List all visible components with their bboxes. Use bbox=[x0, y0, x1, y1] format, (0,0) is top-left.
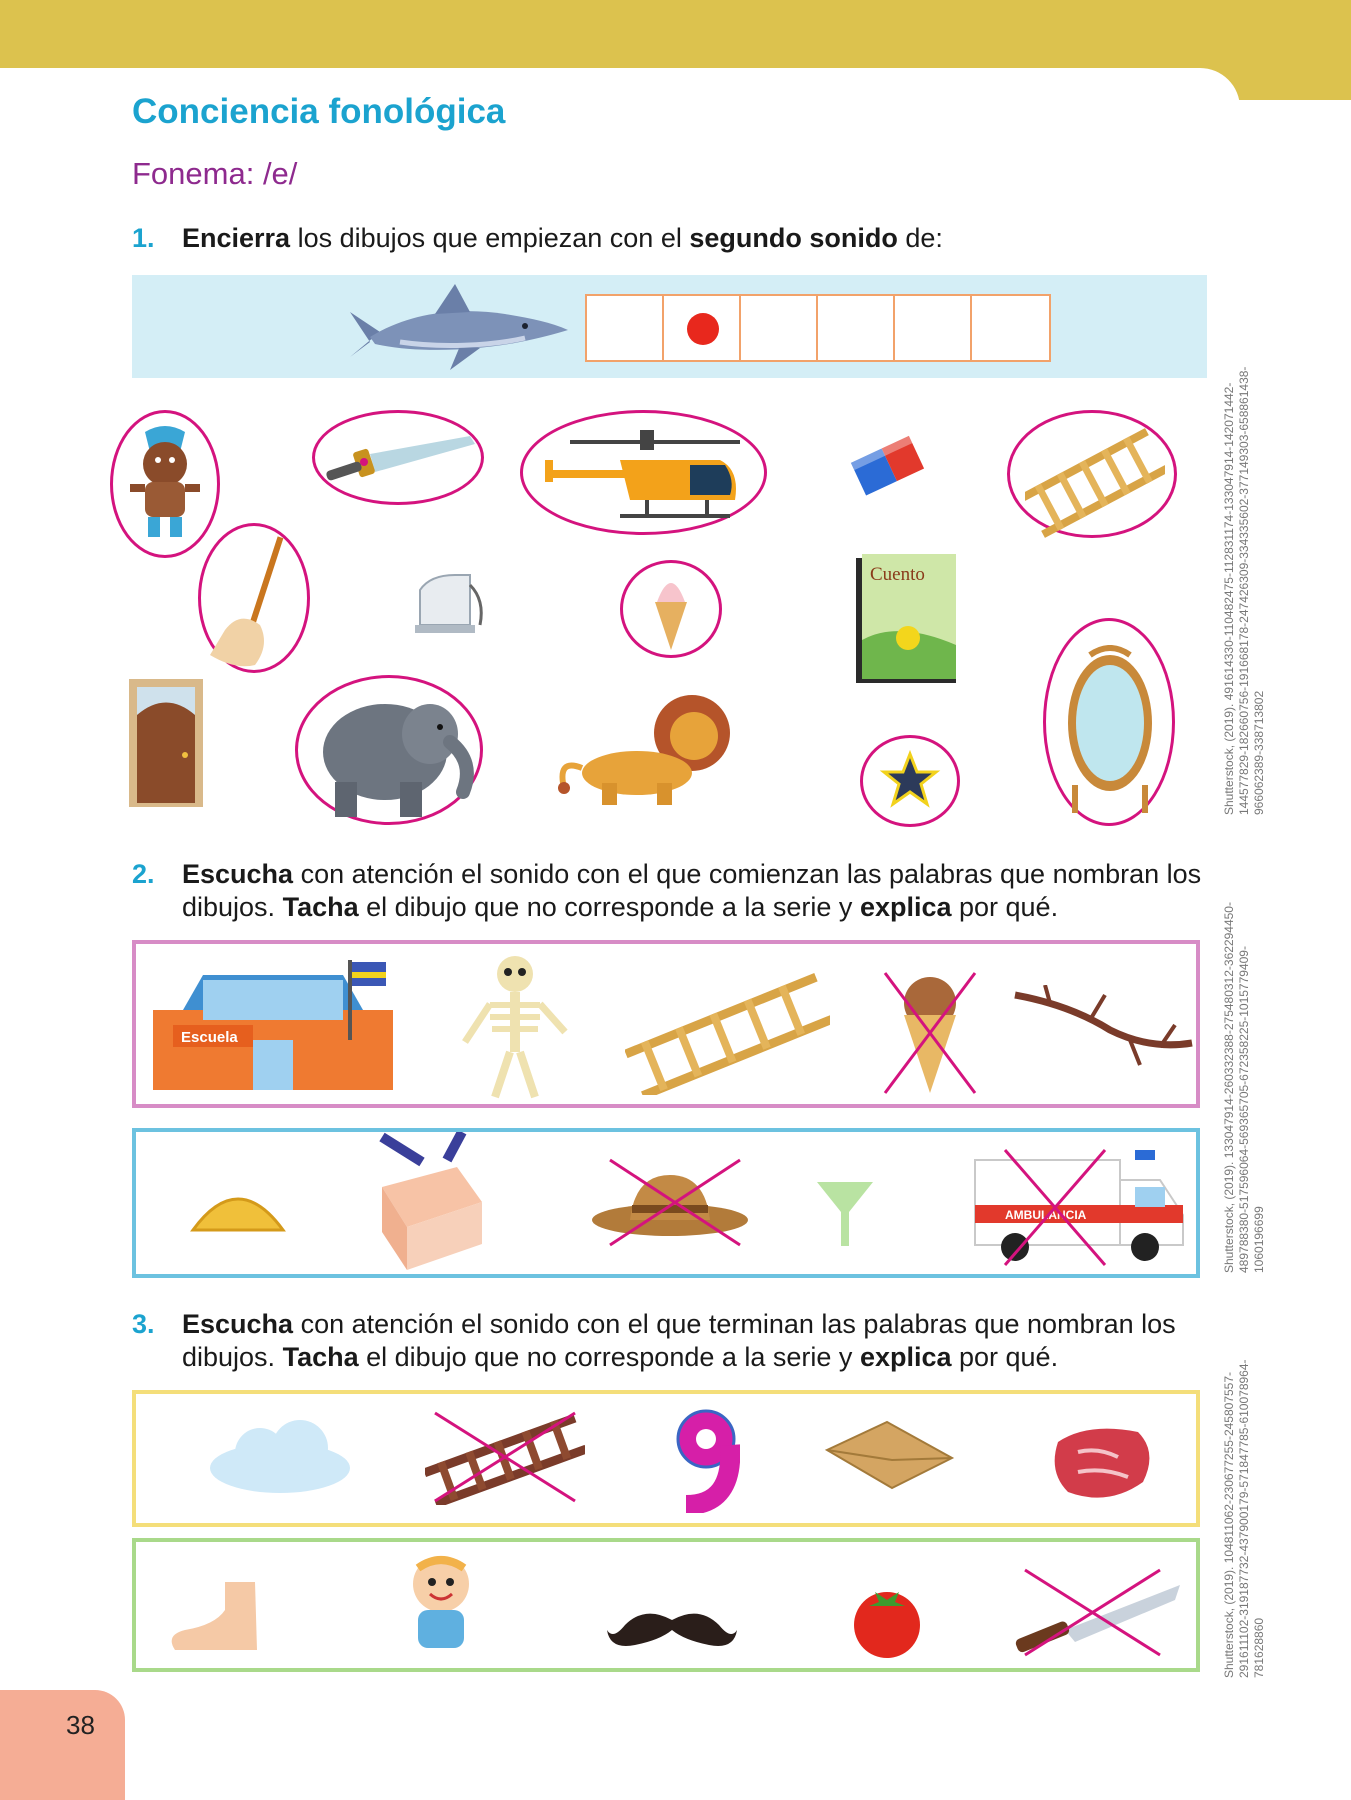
meat-icon bbox=[1048, 1422, 1158, 1504]
book-cover-title: Cuento bbox=[870, 564, 925, 585]
dwarf-icon bbox=[120, 422, 210, 544]
tomato-icon bbox=[850, 1580, 925, 1660]
sword-icon bbox=[320, 432, 478, 492]
ice-cream-icon bbox=[645, 564, 697, 652]
book-icon bbox=[848, 550, 963, 685]
baby-icon bbox=[400, 1552, 482, 1660]
question-1 bbox=[132, 222, 1222, 255]
foot-icon bbox=[165, 1580, 265, 1655]
box-icon bbox=[362, 1132, 490, 1272]
cross-mark-icon bbox=[605, 1155, 745, 1250]
cross-mark-icon bbox=[1020, 1565, 1165, 1660]
school-icon bbox=[143, 950, 405, 1100]
thorn-branch-icon bbox=[1010, 985, 1195, 1070]
mustache-icon bbox=[605, 1605, 740, 1655]
empanada-icon bbox=[188, 1178, 288, 1236]
sound-box bbox=[587, 296, 664, 360]
broom-icon bbox=[205, 530, 295, 670]
mirror-icon bbox=[1060, 645, 1160, 815]
page-number-tab bbox=[0, 1690, 125, 1800]
helicopter-icon bbox=[540, 420, 750, 530]
question-number: 2. bbox=[132, 859, 155, 889]
skeleton-icon bbox=[450, 952, 580, 1102]
question-text: Escucha con atención el sonido con el que terminan las palabras que nombran los dibujos. Tacha el dibujo que no corresponde a la serie y explica por qué. bbox=[182, 1309, 1176, 1372]
ambulance-label: AMBULANCIA bbox=[1005, 1208, 1087, 1222]
ladder-icon bbox=[625, 970, 830, 1095]
sound-box bbox=[741, 296, 818, 360]
sound-box bbox=[895, 296, 972, 360]
question-3 bbox=[132, 1308, 1222, 1374]
image-credit: Shutterstock, (2019). 133047914-260332388-275480312-362294450-489788380-517596064-569365705-672358225-1015779409-1060196699 bbox=[1222, 902, 1266, 1273]
sound-box-marked bbox=[664, 296, 741, 360]
sound-box bbox=[972, 296, 1049, 360]
funnel-icon bbox=[815, 1178, 875, 1248]
door-icon bbox=[125, 675, 207, 810]
image-credit: Shutterstock, (2019). 491614330-110482475-112831174-133047914-142071442-144577829-182660756-191668178-247426309-334335602-377149303-658861438-966062389-338713802 bbox=[1222, 366, 1266, 815]
school-sign: Escuela bbox=[181, 1029, 238, 1046]
cross-mark-icon bbox=[430, 1408, 580, 1506]
elephant-icon bbox=[305, 682, 480, 822]
cloud-icon bbox=[205, 1418, 355, 1498]
sound-box bbox=[818, 296, 895, 360]
page-number: 38 bbox=[66, 1710, 95, 1740]
lion-icon bbox=[552, 688, 744, 808]
red-dot-icon bbox=[687, 313, 719, 345]
cross-mark-icon bbox=[880, 968, 980, 1098]
question-text: Escucha con atención el sonido con el que comienzan las palabras que nombran los dibujos. Tacha el dibujo que no corresponde a la serie y explica por qué. bbox=[182, 859, 1202, 922]
page-title: Conciencia fonológica bbox=[132, 92, 506, 131]
page-subtitle: Fonema: /e/ bbox=[132, 156, 298, 191]
eraser-icon bbox=[848, 430, 926, 505]
question-number: 3. bbox=[132, 1309, 155, 1339]
cross-mark-icon bbox=[1000, 1145, 1110, 1270]
image-credit: Shutterstock, (2019). 104811062-230677255-245807557-291611102-319187732-437900179-571847785-610078964-781628860 bbox=[1222, 1359, 1266, 1678]
iron-icon bbox=[410, 570, 490, 642]
question-number: 1. bbox=[132, 223, 155, 253]
ladder-icon bbox=[1025, 428, 1165, 538]
envelope-icon bbox=[822, 1420, 957, 1490]
sound-boxes bbox=[585, 294, 1051, 362]
question-text: Encierra los dibujos que empiezan con el segundo sonido de: bbox=[182, 223, 943, 253]
dolphin-icon bbox=[340, 282, 572, 372]
number-nine-icon bbox=[672, 1405, 740, 1513]
star-icon bbox=[878, 748, 942, 812]
question-2 bbox=[132, 858, 1222, 924]
